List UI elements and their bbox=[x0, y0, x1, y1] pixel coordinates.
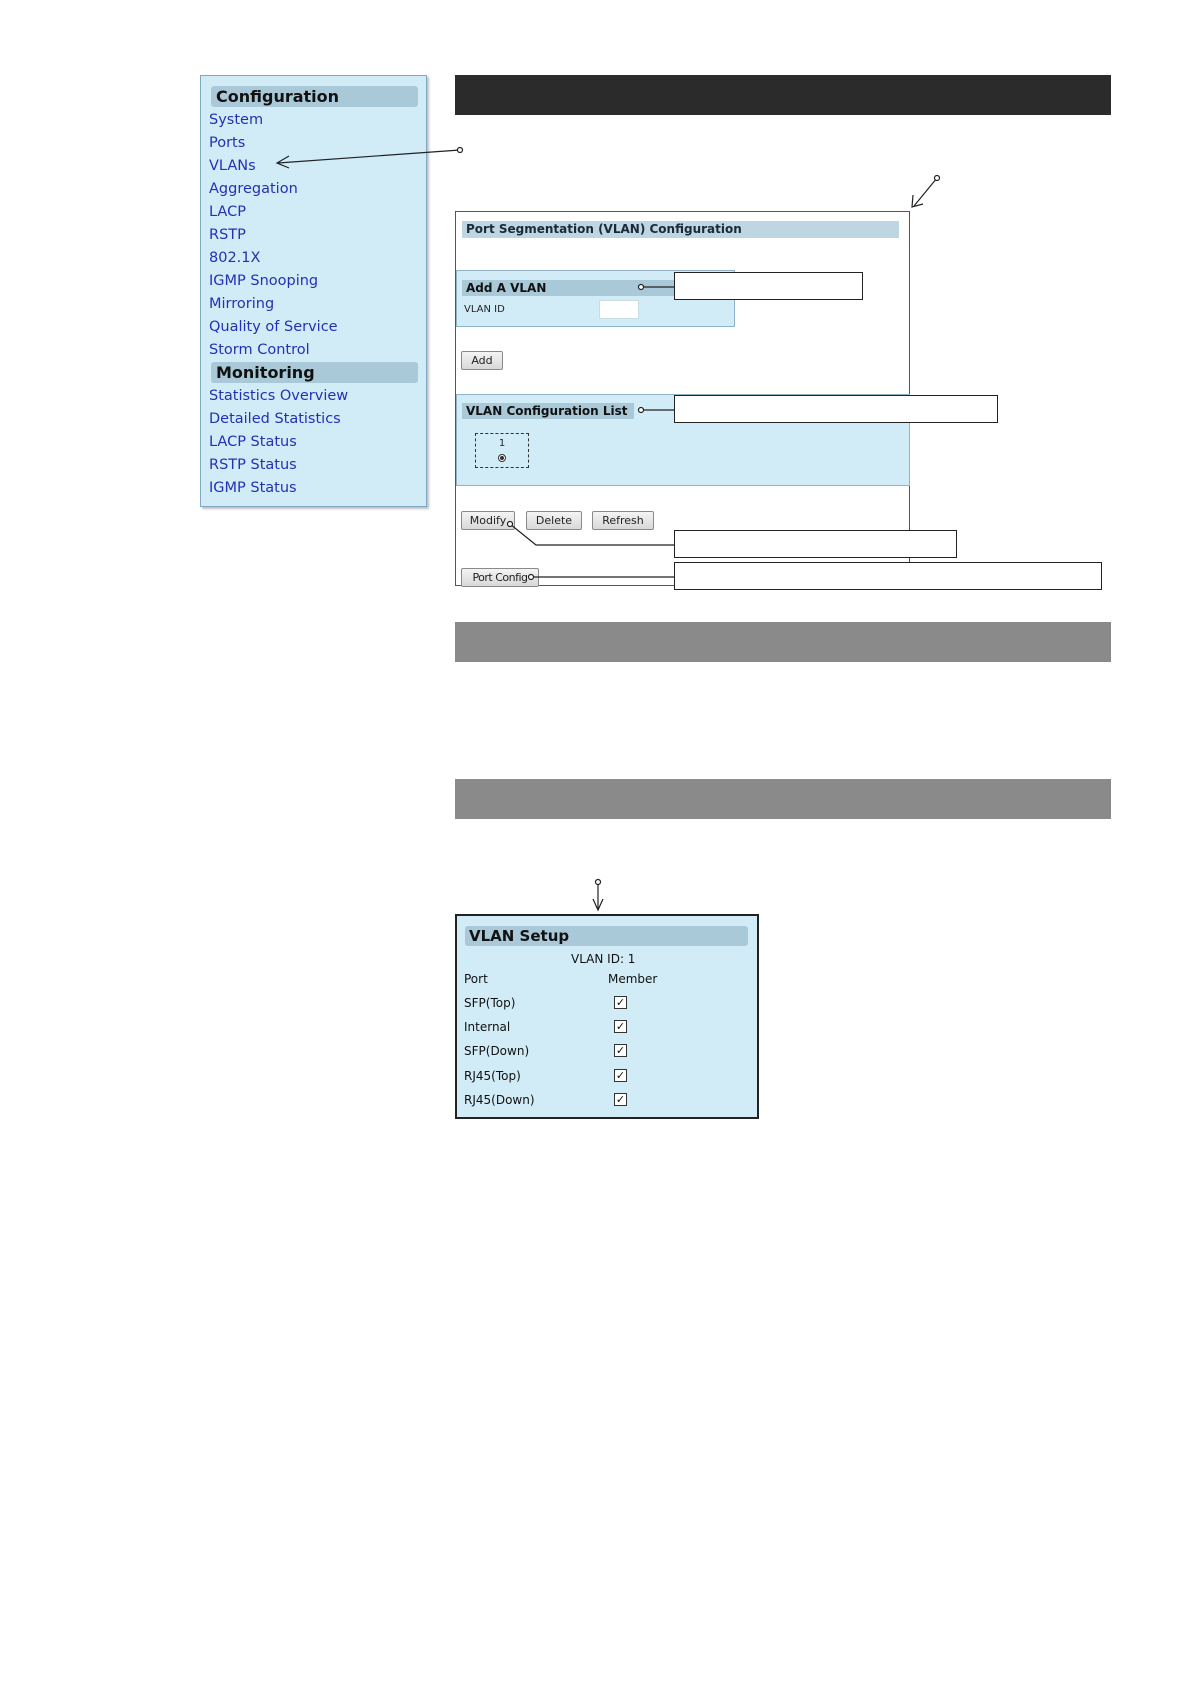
monitoring-heading: Monitoring bbox=[211, 362, 418, 383]
modify-button[interactable]: Modify bbox=[461, 511, 515, 530]
sidebar-item-lacp-status[interactable]: LACP Status bbox=[209, 434, 297, 450]
leader-dot bbox=[596, 880, 601, 885]
leader-line-vlans bbox=[278, 150, 460, 163]
panel-title: Port Segmentation (VLAN) Configuration bbox=[462, 221, 899, 238]
vlan-list-item-id: 1 bbox=[498, 438, 506, 449]
leader-dot bbox=[458, 148, 463, 153]
member-column-header: Member bbox=[608, 972, 658, 986]
leader-dot bbox=[639, 408, 644, 413]
sidebar-item-ports[interactable]: Ports bbox=[209, 135, 246, 151]
add-button[interactable]: Add bbox=[461, 351, 503, 370]
leader-dot bbox=[508, 522, 513, 527]
leader-line-panel bbox=[914, 178, 937, 206]
vlan-setup-title: VLAN Setup bbox=[465, 926, 748, 946]
add-vlan-heading: Add A VLAN bbox=[462, 280, 724, 296]
sidebar-item-statistics-overview[interactable]: Statistics Overview bbox=[209, 388, 349, 404]
port-label-rj45-top: RJ45(Top) bbox=[464, 1069, 521, 1083]
leader-dot bbox=[639, 285, 644, 290]
sidebar-item-igmp-status[interactable]: IGMP Status bbox=[209, 480, 297, 496]
sidebar-item-mirroring[interactable]: Mirroring bbox=[209, 296, 275, 312]
sidebar-item-aggregation[interactable]: Aggregation bbox=[209, 181, 298, 197]
sidebar-item-rstp[interactable]: RSTP bbox=[209, 227, 246, 243]
sidebar-item-vlans[interactable]: VLANs bbox=[209, 158, 256, 174]
member-checkbox-rj45-down[interactable]: ✓ bbox=[615, 1093, 626, 1106]
member-checkbox-sfp-top[interactable]: ✓ bbox=[615, 996, 626, 1009]
sidebar-item-detailed-statistics[interactable]: Detailed Statistics bbox=[209, 411, 341, 427]
port-label-internal: Internal bbox=[464, 1020, 511, 1034]
vlan-id-text: VLAN ID: 1 bbox=[571, 952, 636, 966]
sidebar-item-system[interactable]: System bbox=[209, 112, 264, 128]
port-label-sfp-top: SFP(Top) bbox=[464, 996, 516, 1010]
configuration-heading: Configuration bbox=[211, 86, 418, 107]
delete-button[interactable]: Delete bbox=[526, 511, 582, 530]
sidebar-item-qos[interactable]: Quality of Service bbox=[209, 319, 338, 335]
vlan-setup-panel bbox=[455, 914, 759, 1119]
sidebar-item-igmp-snooping[interactable]: IGMP Snooping bbox=[209, 273, 319, 289]
sidebar-item-8021x[interactable]: 802.1X bbox=[209, 250, 261, 266]
vlan-id-label: VLAN ID bbox=[464, 304, 505, 315]
vlan-list-heading: VLAN Configuration List bbox=[462, 403, 634, 419]
refresh-button[interactable]: Refresh bbox=[592, 511, 654, 530]
sidebar-item-lacp[interactable]: LACP bbox=[209, 204, 246, 220]
leader-dot bbox=[529, 575, 534, 580]
member-checkbox-internal[interactable]: ✓ bbox=[615, 1020, 626, 1033]
port-label-rj45-down: RJ45(Down) bbox=[464, 1093, 535, 1107]
sidebar-item-rstp-status[interactable]: RSTP Status bbox=[209, 457, 297, 473]
sidebar-item-storm-control[interactable]: Storm Control bbox=[209, 342, 310, 358]
member-checkbox-sfp-down[interactable]: ✓ bbox=[615, 1044, 626, 1057]
leader-dot bbox=[935, 176, 940, 181]
port-column-header: Port bbox=[464, 972, 488, 986]
leader-line-modify bbox=[510, 524, 674, 545]
port-config-button[interactable]: Port Config bbox=[461, 568, 539, 587]
port-label-sfp-down: SFP(Down) bbox=[464, 1044, 530, 1058]
member-checkbox-rj45-top[interactable]: ✓ bbox=[615, 1069, 626, 1082]
